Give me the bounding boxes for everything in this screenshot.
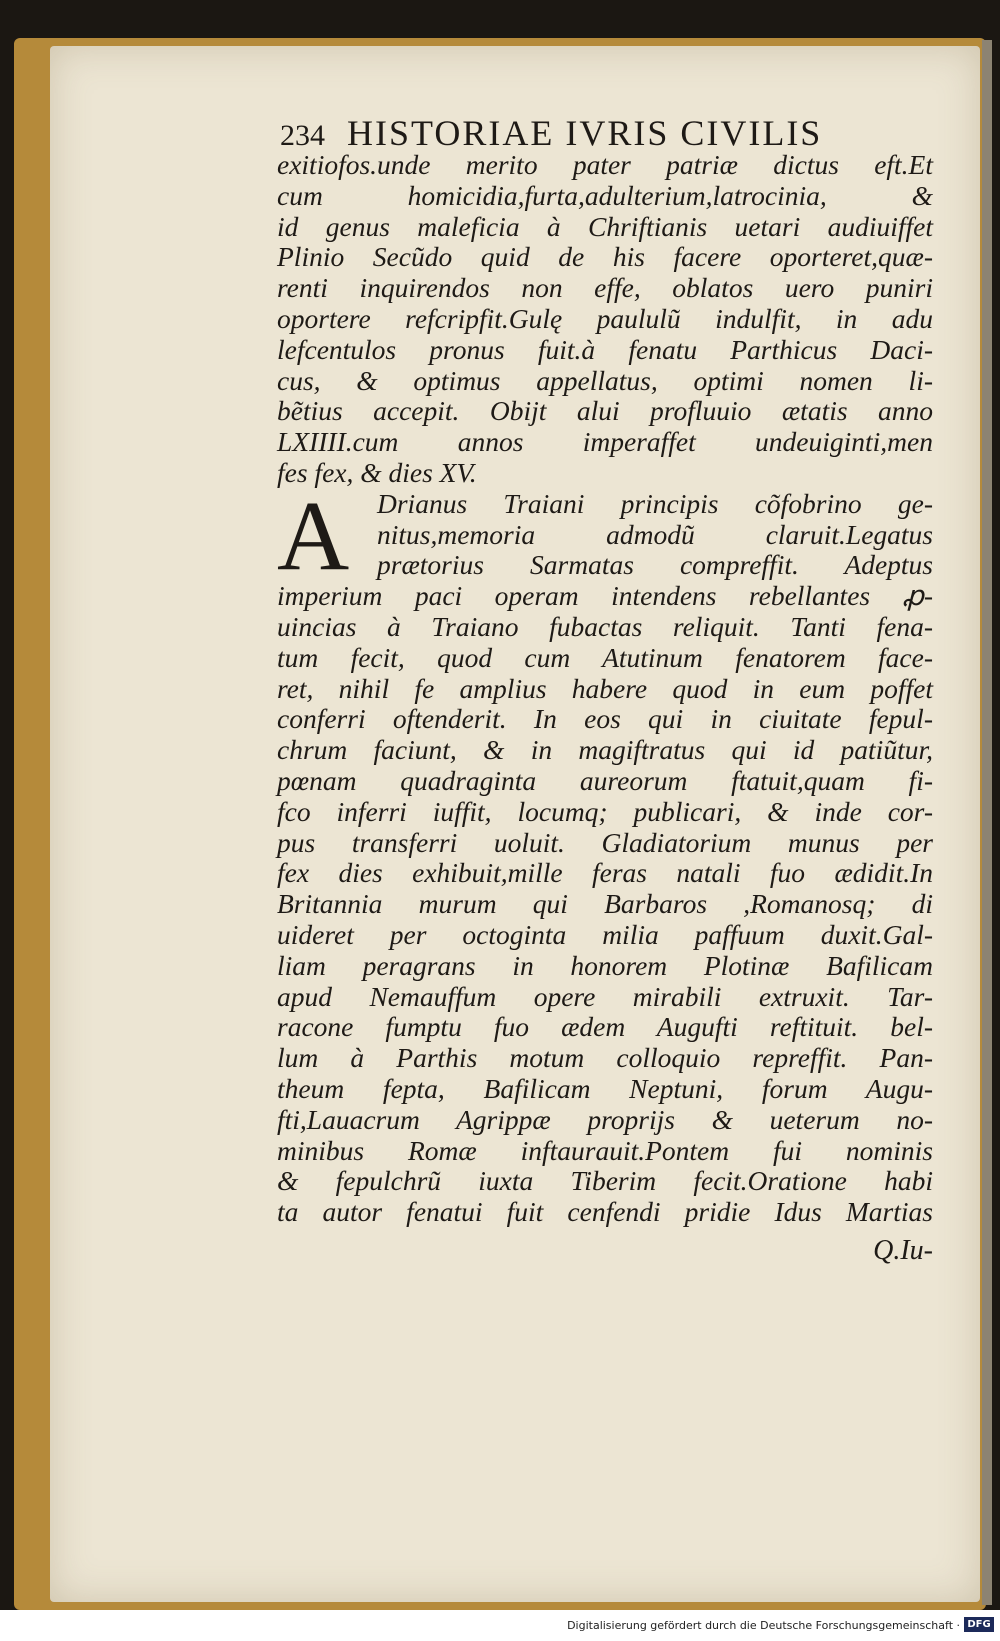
text-line: racone fumptu fuo ædem Augufti reftituit. bel- [277, 1011, 933, 1043]
paragraph-1 [277, 150, 933, 489]
running-head: HISTORIAE IVRIS CIVILIS [347, 113, 823, 153]
paragraph-2 [277, 479, 933, 1268]
text-line: cus, & optimus appellatus, optimi nomen li- [277, 364, 933, 396]
text-line: & fepulchrũ iuxta Tiberim fecit.Oratione habi [277, 1165, 933, 1197]
text-line: lefcentulos pronus fuit.à fenatu Parthicus Daci- [277, 333, 933, 365]
text-line: Drianus Traiani principis cõfobrino ge- [377, 487, 933, 519]
text-line: theum fepta, Bafilicam Neptuni, forum Augu- [277, 1072, 933, 1104]
body-lines [277, 581, 933, 1228]
text-line: LXIIII.cum annos imperaffet undeuiginti,men [277, 426, 933, 458]
text-line: bẽtius accepit. Obijt alui profluuio ætatis anno [277, 395, 933, 427]
text-line: conferri oftenderit. In eos qui in ciuitate fepul- [277, 703, 933, 735]
catchword: Q.Iu- [873, 1234, 933, 1266]
text-line: exitiofos.unde merito pater patriæ dictus eft.Et [277, 149, 933, 180]
text-block [277, 150, 933, 1268]
text-line: nitus,memoria admodũ claruit.Legatus [377, 518, 933, 550]
text-line: oportere refcripfit.Gulę paululũ indulfit, in adu [277, 302, 933, 334]
page-header [280, 112, 920, 154]
dfg-logo: DFG [964, 1617, 994, 1632]
drop-cap: A [277, 479, 350, 591]
text-line: minibus Romæ inftaurauit.Pontem fui nominis [277, 1134, 933, 1166]
text-line: liam peragrans in honorem Plotinæ Bafilicam [277, 949, 933, 981]
text-line: ret, nihil fe amplius habere quod in eum poffet [277, 672, 933, 704]
text-line: fex dies exhibuit,mille feras natali fuo ædidit.In [277, 857, 933, 889]
text-line: fco inferri iuffit, locumq; publicari, & inde cor- [277, 795, 933, 827]
text-line: prætorius Sarmatas compreffit. Adeptus [377, 549, 933, 581]
text-line: tum fecit, quod cum Atutinum fenatorem face- [277, 641, 933, 673]
text-line: pœnam quadraginta aureorum ftatuit,quam fi- [277, 764, 933, 796]
text-line: uincias à Traiano fubactas reliquit. Tanti fena- [277, 610, 933, 642]
text-line: apud Nemauffum opere mirabili extruxit. Tar- [277, 980, 933, 1012]
text-line: pus transferri uoluit. Gladiatorium munus per [277, 826, 933, 858]
text-line: Plinio Secũdo quid de his facere oporteret,quæ- [277, 241, 933, 273]
footer-bar [0, 1612, 1000, 1641]
text-line: imperium paci operam intendens rebellantes ꝓ- [277, 580, 933, 612]
text-line: fti,Lauacrum Agrippæ proprijs & ueterum no- [277, 1103, 933, 1135]
text-line: lum à Parthis motum colloquio repreffit. Pan- [277, 1042, 933, 1074]
text-line: Britannia murum qui Barbaros ,Romanosq; di [277, 888, 933, 920]
page-number: 234 [280, 119, 325, 152]
text-line: fes fex, & dies XV. [277, 456, 477, 488]
indented-lines [277, 479, 933, 591]
text-line: cum homicidia,furta,adulterium,latrocinia, & [277, 179, 933, 211]
text-line: uideret per octoginta milia paffuum duxit.Gal- [277, 918, 933, 950]
text-line: renti inquirendos non effe, oblatos uero puniri [277, 272, 933, 304]
text-line: chrum faciunt, & in magiftratus qui id patiũtur, [277, 734, 933, 766]
facing-page-edge [982, 40, 992, 1605]
funding-credit: Digitalisierung gefördert durch die Deutsche Forschungsgemeinschaft · [567, 1619, 960, 1632]
text-line: id genus maleficia à Chriftianis uetari audiuiffet [277, 210, 933, 242]
text-line: ta autor fenatui fuit cenfendi pridie Idus Martias [277, 1196, 933, 1228]
